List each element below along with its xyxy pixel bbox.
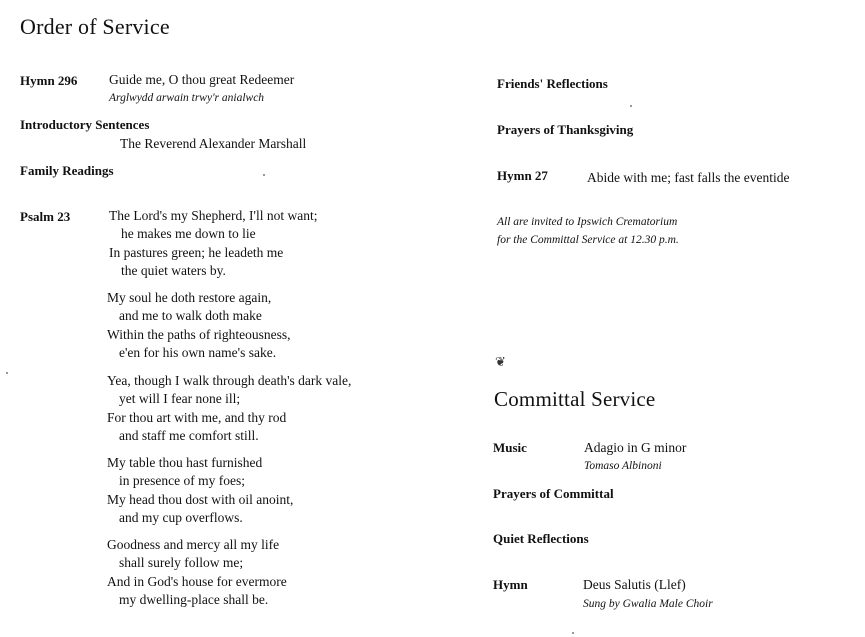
hymn-27-label: Hymn 27 [497, 168, 548, 183]
hymn-label: Hymn [493, 577, 528, 592]
psalm-stanza-2 [107, 289, 291, 362]
scan-speck [630, 105, 632, 107]
psalm-stanza-1 [109, 207, 317, 280]
psalm-line: and my cup overflows. [119, 509, 243, 525]
psalm-line: And in God's house for evermore [107, 573, 287, 589]
family-readings-label: Family Readings [20, 163, 114, 178]
psalm-line: Goodness and mercy all my life [107, 537, 280, 552]
psalm-23-label: Psalm 23 [20, 209, 71, 224]
hymn-296-label: Hymn 296 [20, 73, 78, 88]
hymn-296-welsh-title: Arglwydd arwain trwy'r anialwch [109, 92, 265, 104]
psalm-line: Within the paths of righteousness, [107, 326, 291, 342]
psalm-line: my dwelling-place shall be. [119, 591, 269, 607]
hymn-performer: Sung by Gwalia Male Choir [583, 598, 713, 610]
scan-speck [263, 174, 265, 176]
psalm-stanza-4 [107, 454, 293, 527]
prayers-of-committal-label: Prayers of Committal [493, 486, 614, 501]
minister-name: The Reverend Alexander Marshall [120, 136, 307, 151]
introductory-sentences-label: Introductory Sentences [20, 117, 150, 132]
music-title: Adagio in G minor [584, 440, 687, 455]
scan-speck [572, 632, 574, 634]
hymn-title: Deus Salutis (Llef) [583, 577, 686, 592]
psalm-line: Yea, though I walk through death's dark vale, [107, 373, 352, 388]
psalm-line: e'en for his own name's sake. [119, 344, 277, 360]
psalm-stanza-5 [107, 536, 287, 609]
psalm-line: the quiet waters by. [121, 262, 226, 278]
psalm-line: shall surely follow me; [119, 555, 244, 571]
hymn-27-title: Abide with me; fast falls the eventide [587, 170, 790, 185]
psalm-line: he makes me down to lie [121, 226, 256, 242]
hymn-296-title: Guide me, O thou great Redeemer [109, 72, 295, 87]
psalm-line: My soul he doth restore again, [107, 290, 272, 305]
invite-line-1: All are invited to Ipswich Crematorium [497, 216, 678, 228]
invite-line-2: for the Committal Service at 12.30 p.m. [497, 234, 679, 246]
psalm-line: The Lord's my Shepherd, I'll not want; [109, 208, 318, 223]
floral-ornament-icon: ❦ [495, 354, 506, 369]
psalm-line: and staff me comfort still. [119, 427, 259, 443]
music-label: Music [493, 440, 527, 455]
order-of-service-title: Order of Service [20, 14, 170, 39]
psalm-line: in presence of my foes; [119, 473, 245, 489]
psalm-line: My head thou dost with oil anoint, [107, 491, 294, 507]
music-composer: Tomaso Albinoni [584, 460, 662, 472]
quiet-reflections-label: Quiet Reflections [493, 531, 589, 546]
psalm-line: yet will I fear none ill; [119, 391, 241, 407]
psalm-stanza-3 [107, 372, 351, 445]
psalm-line: and me to walk doth make [119, 308, 262, 324]
committal-service-title: Committal Service [494, 387, 656, 411]
scan-speck [6, 372, 8, 374]
psalm-line: My table thou hast furnished [107, 455, 263, 470]
psalm-line: For thou art with me, and thy rod [107, 409, 287, 425]
prayers-of-thanksgiving-label: Prayers of Thanksgiving [497, 122, 634, 137]
friends-reflections-label: Friends' Reflections [497, 76, 608, 91]
psalm-line: In pastures green; he leadeth me [109, 244, 284, 260]
